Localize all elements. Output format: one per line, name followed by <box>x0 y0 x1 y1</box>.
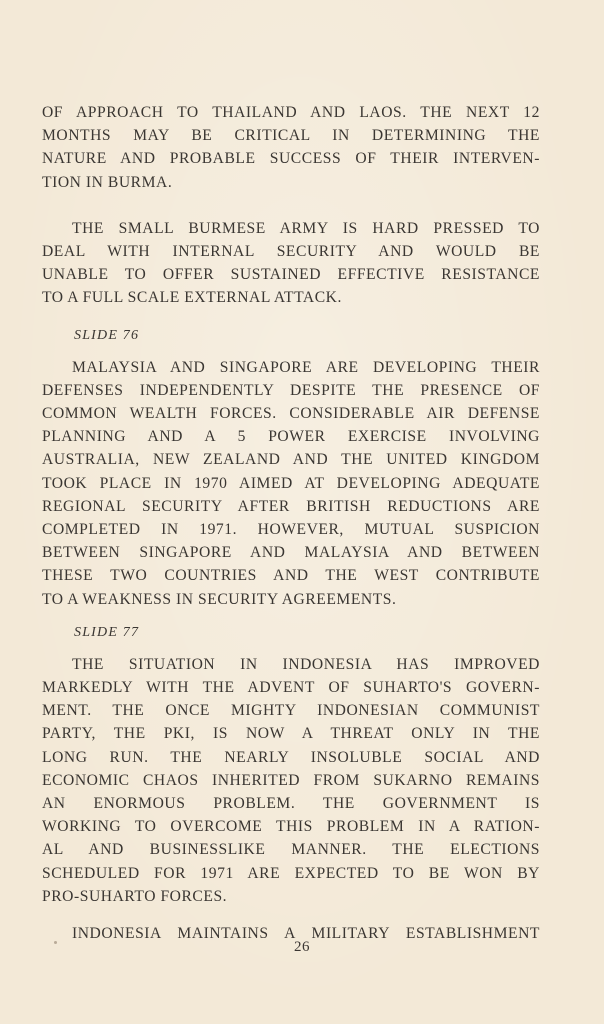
text-line: TION IN BURMA. <box>42 173 173 191</box>
paragraph-burmese-army <box>42 217 540 310</box>
text-line: TOOK PLACE IN 1970 AIMED AT DEVELOPING ADEQUATE <box>42 474 540 492</box>
paragraph-burma-intervention <box>42 101 540 194</box>
text-line: SCHEDULED FOR 1971 ARE EXPECTED TO BE WON BY <box>42 864 540 882</box>
text-line: PLANNING AND A 5 POWER EXERCISE INVOLVING <box>42 428 540 446</box>
text-line: TO A WEAKNESS IN SECURITY AGREEMENTS. <box>42 590 397 608</box>
text-line: AUSTRALIA, NEW ZEALAND AND THE UNITED KINGDOM <box>42 451 540 469</box>
text-line: THESE TWO COUNTRIES AND THE WEST CONTRIBUTE <box>42 567 540 585</box>
text-line: ECONOMIC CHAOS INHERITED FROM SUKARNO REMAINS <box>42 771 540 789</box>
paragraph-indonesia-situation <box>42 653 540 908</box>
text-line: TO A FULL SCALE EXTERNAL ATTACK. <box>42 289 342 307</box>
text-line: LONG RUN. THE NEARLY INSOLUBLE SOCIAL AND <box>42 748 540 766</box>
slide-heading-77: SLIDE 77 <box>74 624 140 640</box>
text-line: BETWEEN SINGAPORE AND MALAYSIA AND BETWEEN <box>42 544 540 562</box>
text-line: THE SITUATION IN INDONESIA HAS IMPROVED <box>72 655 540 673</box>
text-line: MARKEDLY WITH THE ADVENT OF SUHARTO'S GOVERN- <box>42 679 540 697</box>
text-line: UNABLE TO OFFER SUSTAINED EFFECTIVE RESISTANCE <box>42 266 540 284</box>
text-line: COMMON WEALTH FORCES. CONSIDERABLE AIR DEFENSE <box>42 405 540 423</box>
text-line: AL AND BUSINESSLIKE MANNER. THE ELECTIONS <box>42 841 540 859</box>
page-body <box>42 101 540 945</box>
text-line: NATURE AND PROBABLE SUCCESS OF THEIR INTERVEN- <box>42 150 540 168</box>
slide-heading-76: SLIDE 76 <box>74 327 140 343</box>
text-line: AN ENORMOUS PROBLEM. THE GOVERNMENT IS <box>42 795 540 813</box>
text-line: MALAYSIA AND SINGAPORE ARE DEVELOPING THEIR <box>72 358 540 376</box>
text-line: REGIONAL SECURITY AFTER BRITISH REDUCTIONS ARE <box>42 497 540 515</box>
text-line: THE SMALL BURMESE ARMY IS HARD PRESSED TO <box>72 219 540 237</box>
text-line: COMPLETED IN 1971. HOWEVER, MUTUAL SUSPICION <box>42 521 540 539</box>
text-line: PRO-SUHARTO FORCES. <box>42 887 228 905</box>
text-line: OF APPROACH TO THAILAND AND LAOS. THE NEXT 12 <box>42 104 540 121</box>
paragraph-malaysia-singapore <box>42 356 540 611</box>
text-line: MENT. THE ONCE MIGHTY INDONESIAN COMMUNIST <box>42 702 540 720</box>
text-line: MONTHS MAY BE CRITICAL IN DETERMINING THE <box>42 127 540 145</box>
page-number: 26 <box>294 939 310 955</box>
text-line: WORKING TO OVERCOME THIS PROBLEM IN A RATION- <box>42 818 540 836</box>
text-line: INDONESIA MAINTAINS A MILITARY ESTABLISHMENT <box>72 925 540 943</box>
text-line: DEAL WITH INTERNAL SECURITY AND WOULD BE <box>42 243 540 261</box>
text-line: PARTY, THE PKI, IS NOW A THREAT ONLY IN THE <box>42 725 540 743</box>
text-line: DEFENSES INDEPENDENTLY DESPITE THE PRESENCE OF <box>42 381 540 399</box>
